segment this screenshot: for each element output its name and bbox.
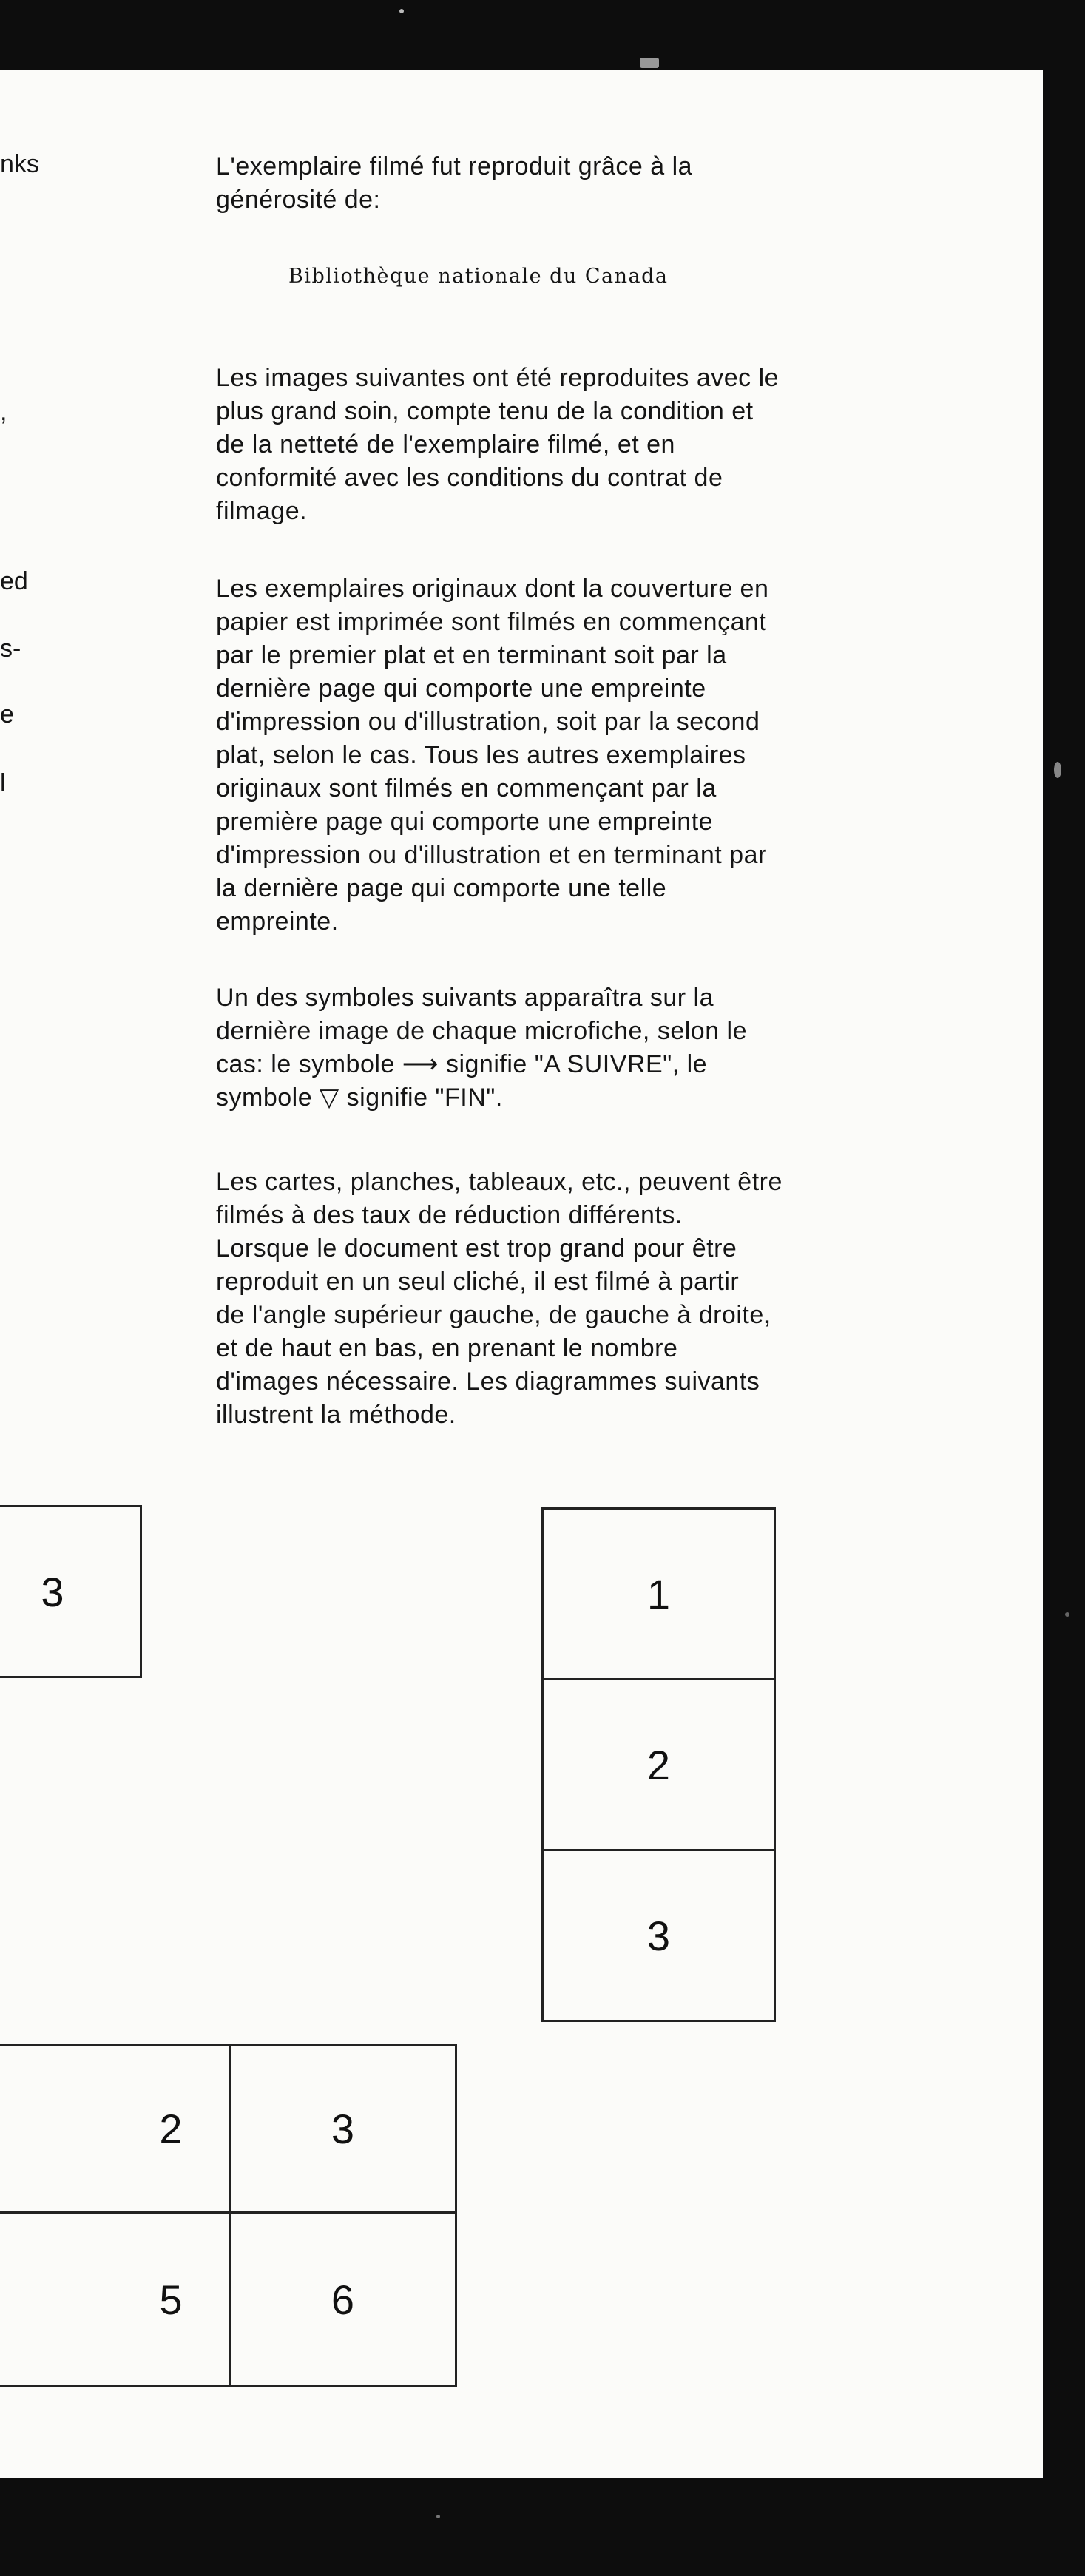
- cell-number: 1: [646, 1570, 671, 1617]
- cell-number: 5: [159, 2276, 183, 2323]
- cell-number: 2: [646, 1741, 671, 1788]
- diagram-column-cell: [541, 1507, 776, 1680]
- paragraph-maps: Les cartes, planches, tableaux, etc., peuvent être filmés à des taux de réduction différents. Lorsque le document est trop grand pour être reproduit en un seul cliché, il est filmé à partir de l'angle supérieur gauche, de gauche à droite, et de haut en bas, en prenant le nombre d'images nécessaire. Les diagrammes suivants illustrent la méthode.: [216, 1168, 783, 1429]
- paragraph-originals: Les exemplaires originaux dont la couverture en papier est imprimée sont filmés en commençant par le premier plat et en terminant soit par la dernière page qui comporte une empreinte d'impression ou d'illustration, soit par la second plat, selon le cas. Tous les autres exemplaires originaux sont filmés en commençant par la première page qui comporte une empreinte d'impression ou d'illustration et en terminant par la dernière page qui comporte une telle empreinte.: [216, 575, 769, 936]
- left-fragment: ed: [0, 567, 28, 595]
- film-speck: [436, 2515, 440, 2518]
- cell-number: 6: [331, 2276, 355, 2323]
- document-page: [0, 70, 1043, 2478]
- left-fragment: l: [0, 769, 6, 797]
- paragraph-quality: Les images suivantes ont été reproduites avec le plus grand soin, compte tenu de la condition et de la netteté de l'exemplaire filmé, et en conformité avec les conditions du contrat de filmage.: [216, 364, 780, 525]
- diagram-grid-cell: [229, 2211, 457, 2387]
- diagram-column-cell: [541, 1678, 776, 1851]
- left-fragment: ,: [0, 398, 7, 426]
- paragraph-symbols: Un des symboles suivants apparaîtra sur la dernière image de chaque microfiche, selon le cas: le symbole ⟶ signifie "A SUIVRE", le symbole ▽ signifie "FIN".: [216, 984, 748, 1112]
- cell-number: 3: [646, 1912, 671, 1959]
- diagram-grid-cell: [229, 2044, 457, 2214]
- diagram-grid-cell: [0, 2044, 231, 2214]
- left-fragment: e: [0, 700, 14, 728]
- cell-number: 2: [159, 2106, 183, 2152]
- cell-number: 3: [331, 2106, 355, 2152]
- film-speck: [1065, 1612, 1069, 1617]
- left-fragment: nks: [0, 150, 39, 178]
- intro-text: L'exemplaire filmé fut reproduit grâce à la générosité de:: [216, 152, 693, 214]
- left-fragment: s-: [0, 635, 21, 663]
- cell-number: 3: [41, 1568, 64, 1615]
- film-speck: [1054, 762, 1061, 778]
- diagram-grid-cell: [0, 2211, 231, 2387]
- film-speck: [399, 9, 404, 13]
- diagram-partial-cell: [0, 1505, 142, 1678]
- institution-name: Bibliothèque nationale du Canada: [288, 265, 669, 288]
- film-speck: [640, 58, 659, 68]
- diagram-column-cell: [541, 1849, 776, 2022]
